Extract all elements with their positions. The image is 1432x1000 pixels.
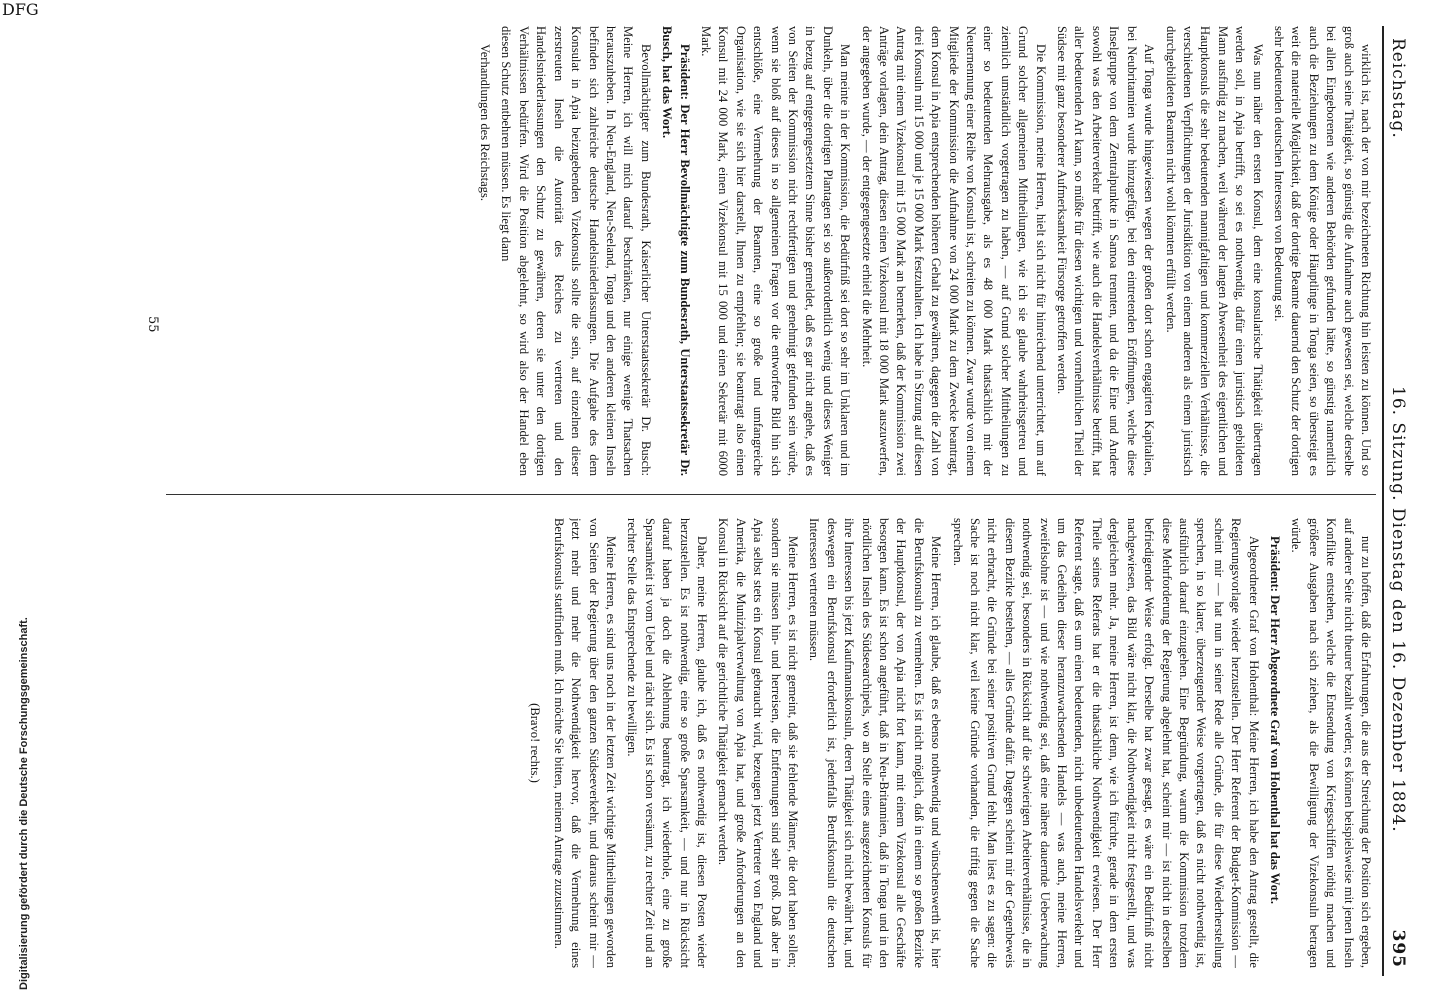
paragraph: wirklich ist, nach der von mir bezeichneten Richtung hin leisten zu können. Und so groß auch seine Thätigkeit, so günstig die Aufnahme auch gewesen sei, welche derselbe bei allen Eingeborenen wie anderen Behörden gefunden hätte, so günstig namentlich auch die Beziehungen zu dem Könige oder Häuptlinge in Tonga seien, so übersteigt es weit die materielle Möglichkeit, daß der dortige Beamte dauernd den Schutz der dortigen sehr bedeutenden deutschen Interessen von Bedeutung sei.: [1271, 26, 1373, 476]
right-column: [184, 518, 1374, 968]
paragraph: Bevollmächtigter zum Bundesrath, Kaiserlicher Unterstaatssekretär Dr. Busch: Meine Herren, ich will mich darauf beschränken, nur einige wenige Thatsachen herauszuheben. In Neu-England, Neu-Seeland, Tonga und den anderen kleinen Inseln befinden sich zahlreiche deutsche Handelsniederlassungen. Die Aufgabe des dem Konsulat in Apia beizugebenden Vizekonsuls sollte die sein, auf einzelnen dieser zerstreuten Inseln die Autorität des Reiches zu vertreten und den Handelsniederlassungen den Schutz zu gewähren, deren sie unter den dortigen Verhältnissen bedürfen. Wird die Position abgelehnt, so wird also der Handel eben diesen Schutz entbehren müssen. Es liegt dann: [499, 26, 653, 476]
applause-note: (Bravo! rechts.): [528, 703, 543, 783]
paragraph: Meine Herren, ich glaube, daß es ebenso nothwendig und wünschenswerth ist, hier die Berufskonsuln zu vermehren. Es ist nicht möglich, daß in einem so großen Bezirke der Hauptkonsul, der von Apia nicht fort kann, mit einem Vizekonsul alle Geschäfte besorgen kann. Es ist schon angeführt, daß in Neu-Britannien, daß in Tonga und in den nördlichen Inseln des Südseearchipels, wo an Stelle eines ausgezeichneten Konsuls für ihre Interessen bis jetzt Kaufmannskonsuln, deren Thätigkeit sich nicht bewährt hat, und deswegen ein Berufskonsul erforderlich ist, jedenfalls Berufskonsuln die deutschen Interessen vertreten müssen.: [807, 518, 944, 968]
speaker-paragraph: Präsident: Der Herr Abgeordnete Graf von Hohenthal hat das Wort.: [1267, 536, 1282, 904]
paragraph: Was nun näher den ersten Konsul, dem eine konsularische Thätigkeit übertragen werden soll, in Apia betrifft, so sei es nothwendig, dafür einen juristisch gebildeten Mann ausfindig zu machen, weil während der langen Abwesenheit des eigentlichen und Hauptkonsuls die sehr bedeutenden mannigfaltigen und kommerziellen Verhältnisse, die verschiedenen Verpflichtungen der Jurisdiktion von einem anderen als einem juristisch durchgebildeten Beamten nicht wohl könnten erfüllt werden.: [1163, 26, 1265, 476]
paragraph: Daher, meine Herren, glaube ich, daß es nothwendig ist, diesen Posten wieder herzustellen. Es ist nothwendig, eine so große Sparsamkeit, — und nur in Rücksicht darauf haben ja doch die Ablehnung beantragt, ich wiederhole, eine zu große Sparsamkeit ist vom Uebel und rächt sich. Es ist schon versäumt, zu rechter Zeit und an rechter Stelle das Entsprechende zu bewilligen.: [625, 518, 709, 968]
paragraph: Die Kommission, meine Herren, hielt sich nicht für hinreichend unterrichtet, um auf Grund solcher allgemeinen Mittheilungen, wie ich sie glaube wahrheitsgetreu und ziemlich umständlich vorgetragen zu haben, — auf Grund solcher Mittheilungen zu einer so bedeutenden Mehrausgabe, als es 48 000 Mark thatsächlich mit der Neuernennung einer Reihe von Konsuln ist, schreiten zu können. Zwar wurde von einem Mitgliede der Kommission die Aufnahme von 24 000 Mark zu dem Zwecke beantragt, dem Konsul in Apia entsprechenden höheren Gehalt zu gewähren, dagegen die Zahl von drei Konsuln mit 15 000 und je 15 000 Mark festzuhalten. Ich habe in Sitzung auf diesen Antrag mit einem Vizekonsul mit 15 000 Mark an bemerken, daß der Kommission zwei Anträge vorlagen, dein Antrag, diesen einen Vizekonsul mit 18 000 Mark auszuwerfen, der angegeben wurde, — der entgegengesetzte erhielt die Mehrheit.: [859, 26, 1048, 476]
column-separator: [166, 494, 1376, 495]
header-left: Reichstag.: [1388, 38, 1408, 139]
paragraph: Meine Herren, es ist nicht gemeint, daß sie fehlende Männer, die dort haben sollen; sondern sie müssen hin- und herreisen, die Entfernungen sind sehr groß. Daß aber in Apia selbst stets ein Konsul gebraucht wird, bezeugen jetzt Vertreter von England und Amerika, die Munizipalverwaltung von Apia hat, und große Anforderungen an den Konsul in Rücksicht auf die gerichtliche Thätigkeit gemacht werden.: [716, 518, 800, 968]
paragraph: nur zu hoffen, daß die Erfahrungen, die aus der Streichung der Position sich ergeben, auf anderer Seite nicht theurer bezahlt werden; es können beispielsweise mit jenen Inseln Konflikte entstehen, welche die Entsendung von Kriegsschiffen nöthig machen und größere Ausgaben nach sich ziehen, als die Bewilligung der Vizekonsuln betragen würde.: [1289, 518, 1373, 968]
header-rule: [1382, 26, 1384, 976]
digitization-note: Digitalisierung gefördert durch die Deutsche Forschungsgemeinschaft.: [18, 617, 30, 990]
footer-caption: Verhandlungen des Reichstags.: [478, 44, 493, 202]
paragraph: Meine Herren, es sind uns noch in der letzten Zeit wichtige Mittheilungen geworden von Seiten der Regierung über den ganzen Südseeverkehr, und daraus scheint mir — jetzt mehr und mehr die Nothwendigkeit hervor, daß die Vermehrung eines Berufskonsuls stattfinden muß. Ich möchte Sie bitten, meinem Antrage zuzustimmen.: [551, 518, 618, 968]
page-header: [1384, 26, 1408, 976]
digitization-footer: [2, 0, 39, 1000]
speaker-paragraph: Präsident: Der Herr Bevollmächtigte zum Bundesrath, Unterstaatssekretär Dr. Busch, hat das Wort.: [660, 26, 692, 476]
dfg-logo-icon: DFG: [2, 0, 39, 19]
paragraph: Auf Tonga wurde hingewiesen wegen der großen dort schon engagirten Kapitalien, bei Neubritannien wurde hinzugefügt, bei den eintretenden Eröffnungen, welche diese Inselgruppe von dem Zentralpunkte in Samoa trennten, und da die Eine und Andere sowohl was den Arbeiterverkehr betrifft, wie auch die Handelsverhältnisse betrifft, hat aller bedeutenden Art kann, so müßte für diesen wichtigen und vornehmlichen Theil der Südsee mit ganz besonderer Aufmerksamkeit Fürsorge getroffen werden.: [1055, 26, 1157, 476]
header-page-number: 395: [1388, 929, 1408, 968]
left-column: [184, 26, 1374, 476]
paragraph: Man meinte in der Kommission, die Bedürfniß sei dort so sehr im Unklaren und im Dunkeln, über die dortigen Plantagen sei so außerordentlich wenig und dieses Weniger in bezug auf entgegengesetztem Sinne bisher gemeldet, daß es gar nicht angehe, daß es von Seiten der Kommission nicht rechtfertigen und genehmigt gefunden sein würde, wenn sie bloß auf dieses in so allgemeinen Fragen vor die entworfene Bild hin sich entschlöße, eine Vermehrung der Beamten, eine so große und umfangreiche Organisation, wie sie sich hier darstellt, Ihnen zu empfehlen; sie beantragt also einen Konsul mit 24 000 Mark, einen Vizekonsul mit 15 000 und einen Sekretär mit 6000 Mark.: [698, 26, 853, 476]
rotated-page: [112, 26, 1412, 976]
header-center: 16. Sitzung. Dienstag den 16. Dezember 1884.: [1388, 386, 1408, 833]
bottom-page-number: 55: [145, 316, 160, 333]
paragraph: Abgeordneter Graf von Hohenthal: Meine Herren, ich habe den Antrag gestellt, die Regierungsvorlage wieder herzustellen. Der Herr Referent der Budget-Kommission — scheint mir — hat nun in seiner Rede alle Gründe, die für diese Wiederherstellung sprechen, in so klarer, überzeugender Weise vorgetragen, daß es nicht nothwendig ist, ausführlich darauf einzugehen. Eine Begründung, warum die Kommission trotzdem diese Mehrforderung der Regierung abgelehnt hat, scheint mir — ist nicht in derselben befriedigender Weise erfolgt. Derselbe hat zwar gesagt, es wäre ein Bedürfniß nicht nachgewiesen, das Bild wäre nicht klar, die Nothwendigkeit nicht festgestellt, und was dergleichen mehr. Ja, meine Herren, ist denn, wie ich fürchte, gerade in dem ersten Theile seines Referats hat er die thatsächliche Nothwendigkeit erwiesen. Der Herr Referent sagte, daß es um einen bedeutenden, nicht unbedeutenden Handelsverkehr und um das Gedeihen dieser heranzuwachsenden Handels — was auch, meine Herren, zweifelsohne ist — und wie nothwendig sei, daß eine nähere dauernde Ueberwachung nothwendig sei, besonders in Rücksicht auf die schwierigen Arbeiterverhältnisse, die in diesem Bezirke bestehen, — alles Gründe dafür. Dagegen scheint mir der Gegenbeweis nicht erbracht, die Gründe bei seiner positiven Grund fehlt. Man liest es zu sagen: die Sache ist noch nicht klar, weil keine Gründe vorhanden, die triftig gegen die Sache sprechen.: [950, 518, 1261, 968]
